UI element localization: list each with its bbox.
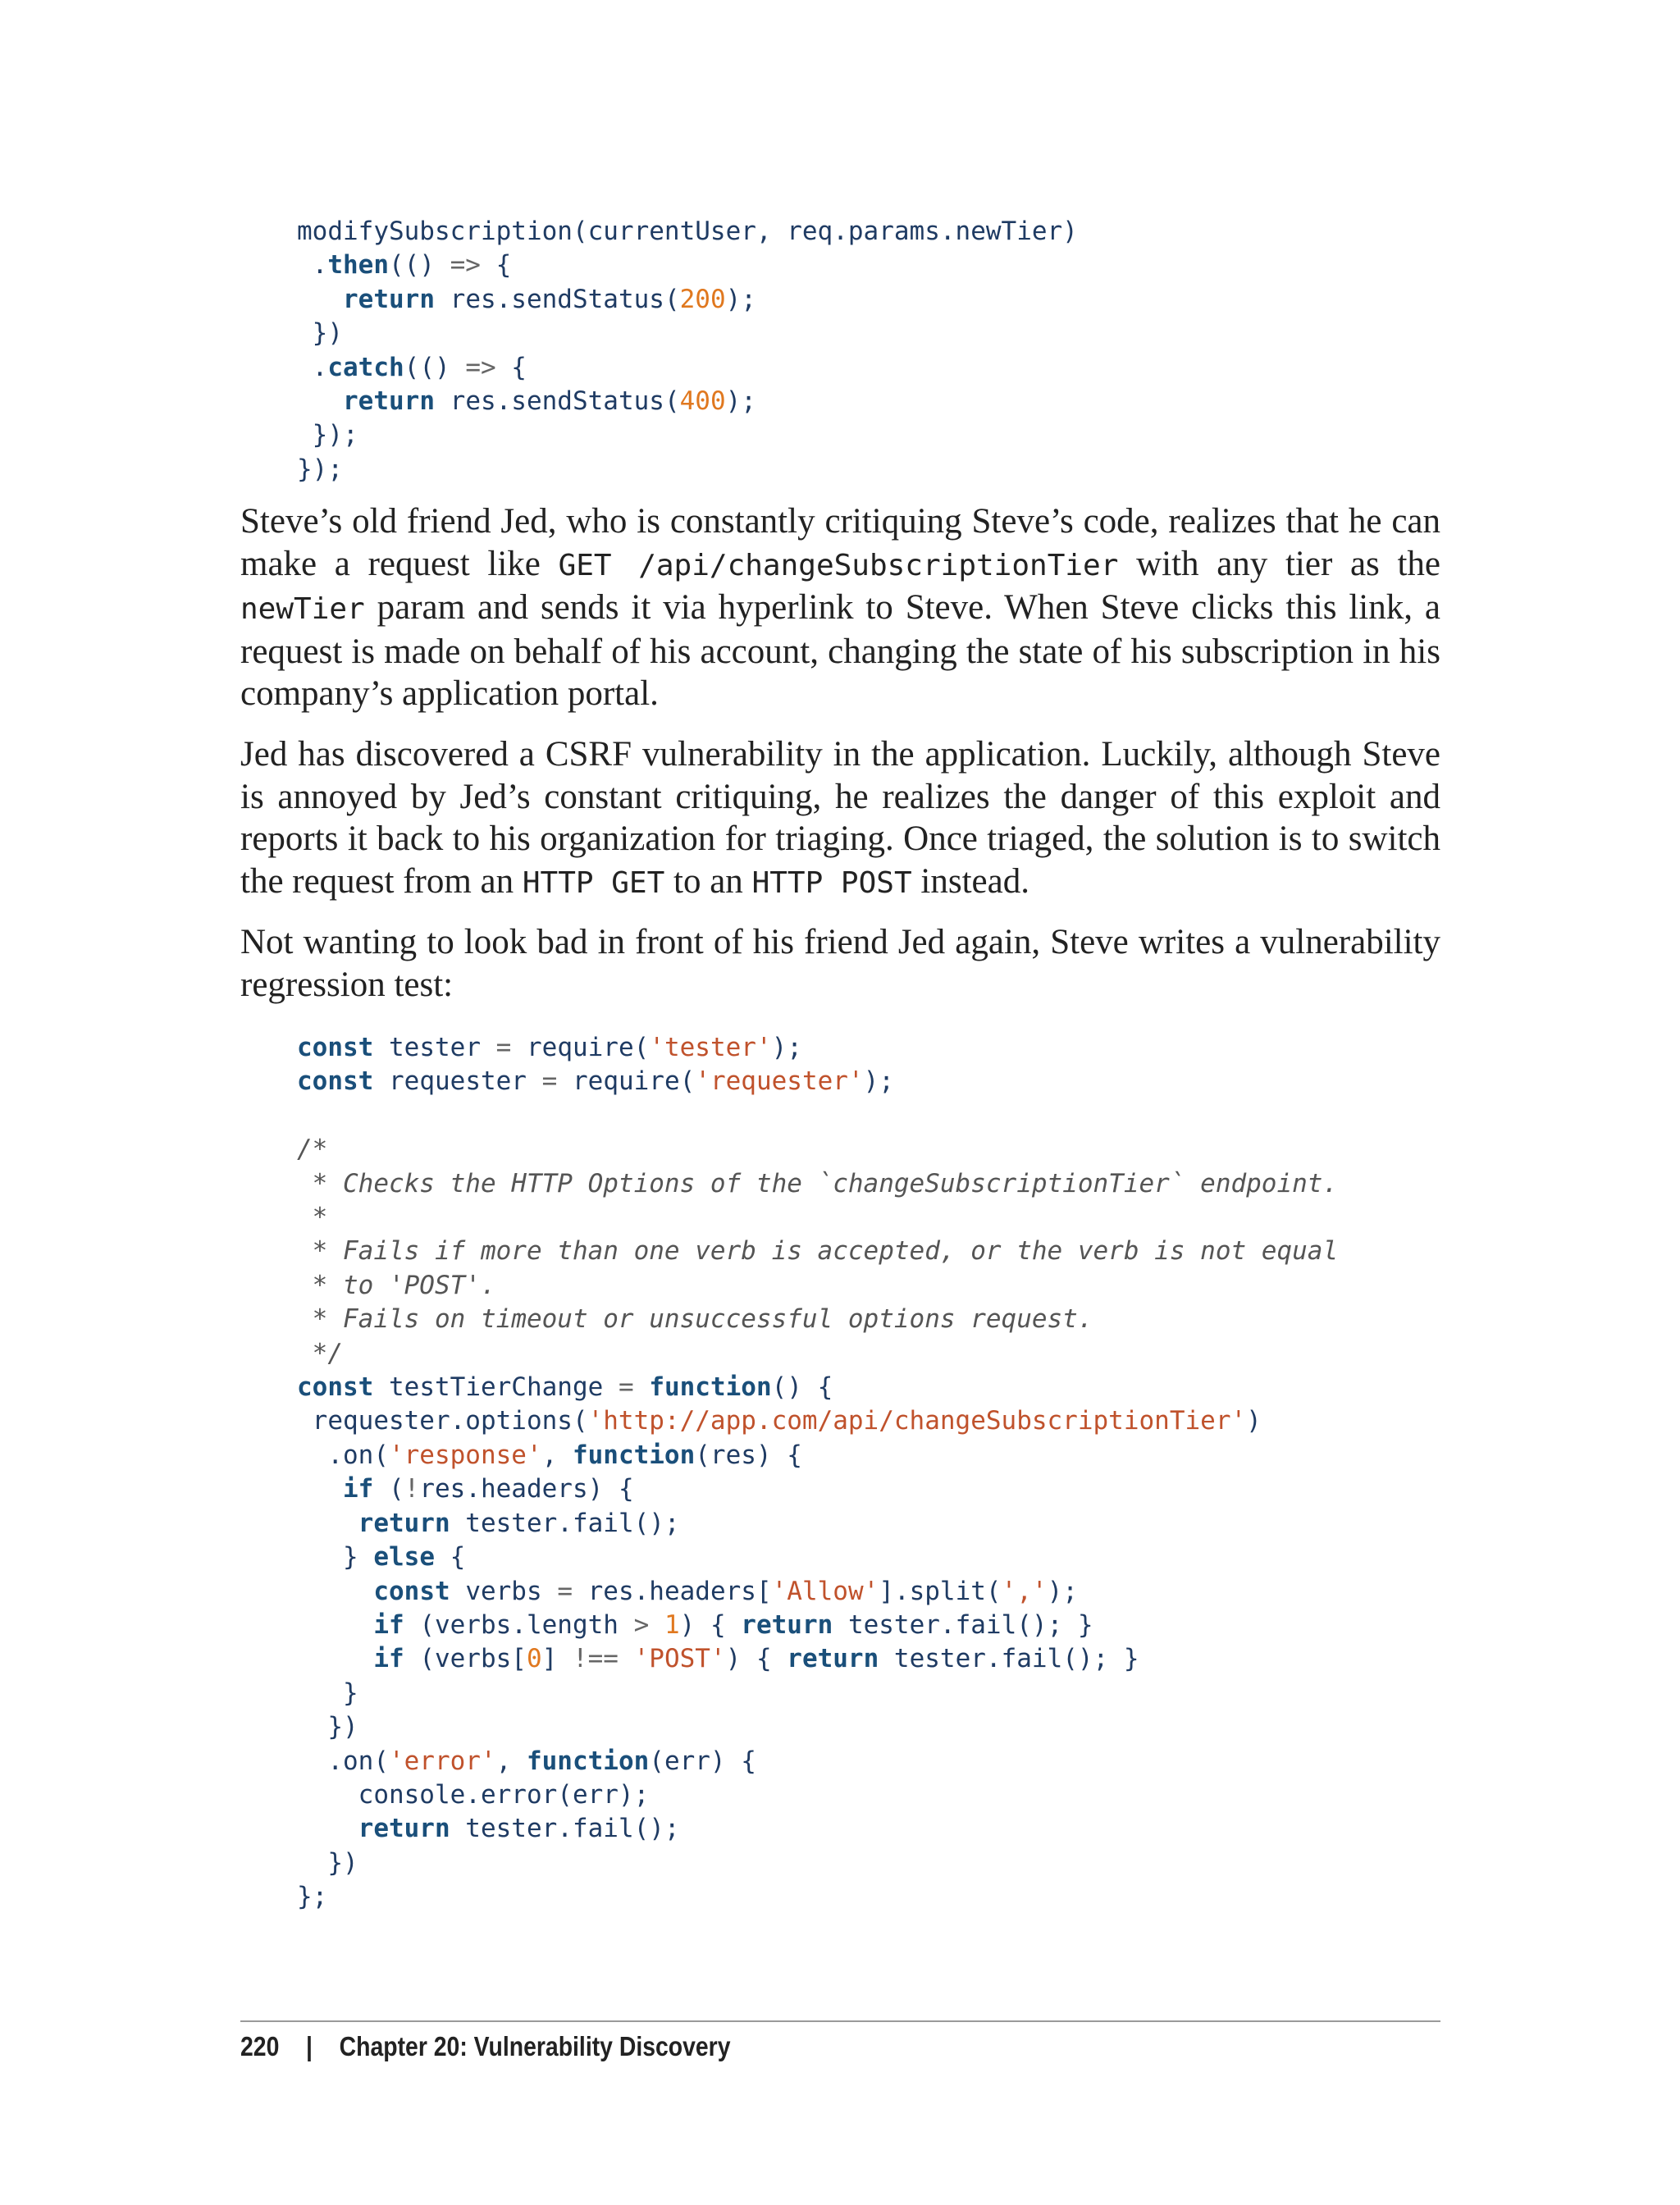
code-token: const (297, 1066, 374, 1097)
paragraph-regression-test-intro (240, 921, 1440, 1006)
code-token: return (358, 1508, 450, 1538)
code-block-regression-test: const tester = require('tester'); const requester = require('requester'); /* * Checks the HTTP Options of the `changeSubscriptionTier` endpoint. * * Fails if more than one verb is accepted, or the verb is not equal * to 'POST'. * Fails on timeout or unsuccessful options request. */ const testTierChange = function() { requester.options('http://app.com/api/changeSubscriptionTier') .on('response', function(res) { if (!res.headers) { return tester.fail(); } else { const verbs = res.headers['Allow'].split(','); if (verbs.length > 1) { return tester.fail(); } if (verbs[0] !== 'POST') { return tester.fail(); } } }) .on('error', function(err) { console.error(err); return tester.fail(); }) }; (297, 1033, 1339, 1912)
code-token: catch (327, 352, 404, 382)
code-token: res.sendStatus( (450, 386, 680, 417)
code-token: if (343, 1474, 374, 1504)
code-comment: * to 'POST'. (297, 1270, 496, 1300)
paragraph-text: with any tier as the (1118, 544, 1440, 583)
code-token: if (373, 1644, 404, 1674)
code-token: 'error' (388, 1746, 496, 1776)
code-token: tester (389, 1033, 481, 1062)
code-token: testTierChange (389, 1372, 604, 1403)
paragraph-csrf-fix (240, 733, 1440, 904)
code-token: function (526, 1746, 650, 1776)
code-token: return (358, 1814, 450, 1844)
code-line: modifySubscription(currentUser, req.params.newTier) (297, 217, 1078, 246)
page-number: 220 (240, 2031, 280, 2061)
inline-code: HTTP POST (751, 865, 912, 900)
code-token: 'http://app.com/api/changeSubscriptionTier' (587, 1406, 1247, 1436)
chapter-title: Chapter 20: Vulnerability Discovery (339, 2031, 731, 2061)
page-footer (240, 2031, 731, 2062)
code-token: const (373, 1576, 450, 1606)
inline-code: HTTP GET (522, 865, 665, 900)
code-comment: * Fails if more than one verb is accepted, or the verb is not equal (297, 1236, 1339, 1267)
code-token: res.sendStatus( (450, 284, 680, 314)
code-token: ',' (1001, 1576, 1048, 1606)
code-comment: /* (297, 1134, 328, 1165)
paragraph-text: instead. (911, 861, 1029, 901)
code-token: 0 (526, 1644, 542, 1674)
code-token: else (373, 1542, 435, 1573)
code-token: 'POST' (633, 1644, 726, 1674)
code-block-modify-subscription: modifySubscription(currentUser, req.params.newTier) .then(() => { return res.sendStatus(200); }) .catch(() => { return res.sendStatus(400); }); }); (297, 217, 1078, 484)
code-token: const (297, 1372, 374, 1403)
paragraph-text: Jed has discovered a CSRF vulnerability in the application. Luckily, although Steve is annoyed by Jed’s constant critiquing, he realizes the danger of this exploit and reports it back to his organization for triaging. Once triaged, the solution is to switch the request from an (240, 735, 1440, 901)
inline-code: GET /api/changeSubscriptionTier (558, 548, 1119, 582)
footer-rule (240, 2020, 1440, 2022)
paragraph-text: Not wanting to look bad in front of his friend Jed again, Steve writes a vulnerability regression test: (240, 923, 1440, 1004)
code-token: 'Allow' (771, 1576, 879, 1606)
code-token: requester (389, 1066, 527, 1097)
code-token: 1 (664, 1609, 680, 1640)
footer-separator: | (306, 2031, 313, 2061)
code-token: return (787, 1644, 879, 1674)
code-token: 'response' (388, 1440, 542, 1470)
code-token: return (741, 1609, 833, 1640)
code-token: function (572, 1440, 696, 1470)
code-token: if (373, 1609, 404, 1640)
code-comment: * Checks the HTTP Options of the `changeSubscriptionTier` endpoint. (297, 1168, 1339, 1198)
inline-code: newTier (240, 592, 365, 626)
code-comment: * (297, 1203, 328, 1233)
paragraph-csrf-discovery (240, 500, 1440, 715)
code-comment: * Fails on timeout or unsuccessful options request. (297, 1304, 1093, 1335)
code-token: 'requester' (695, 1066, 864, 1097)
paragraph-text: Steve’s old friend Jed, who is constantly critiquing Steve’s code, realizes that he can make a request like (240, 502, 1440, 583)
code-token: 200 (679, 284, 726, 314)
code-comment: */ (297, 1338, 343, 1368)
code-token: then (327, 250, 389, 281)
paragraph-text: param and sends it via hyperlink to Steve. When Steve clicks this link, a request is made on behalf of his account, changing the state of his subscription in his company’s application portal. (240, 588, 1440, 713)
paragraph-text: to an (664, 861, 752, 901)
code-token: 'tester' (649, 1033, 772, 1062)
code-token: return (343, 386, 435, 417)
code-token: function (649, 1372, 772, 1403)
code-token: const (297, 1033, 374, 1062)
code-token: 400 (679, 386, 726, 417)
code-token: return (343, 284, 435, 314)
